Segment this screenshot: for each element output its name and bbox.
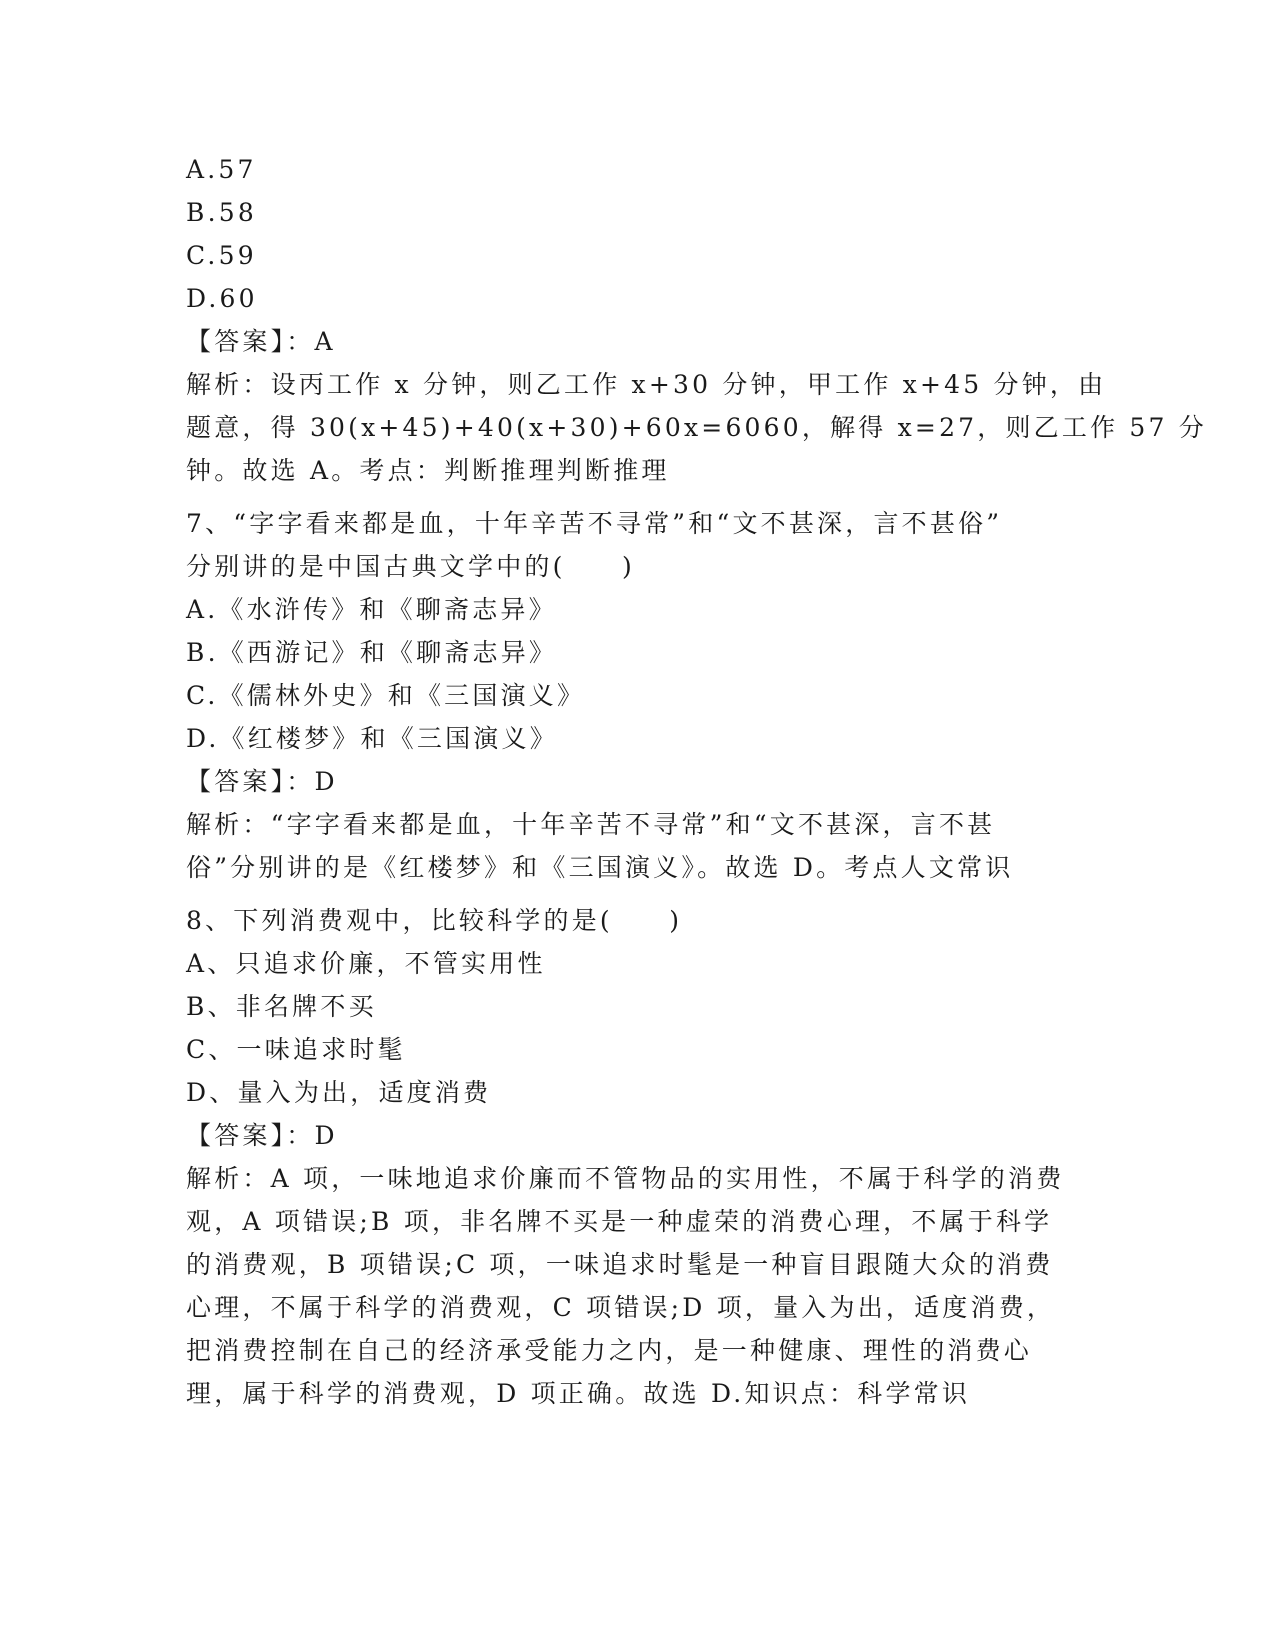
- explanation-line: 解析：设丙工作 x 分钟，则乙工作 x+30 分钟，甲工作 x+45 分钟，由: [186, 370, 1107, 399]
- option-a: A.《水浒传》和《聊斋志异》: [186, 595, 557, 624]
- explanation-line: 俗”分别讲的是《红楼梦》和《三国演义》。故选 D。考点人文常识: [186, 853, 1014, 882]
- answer-line: 【答案】：A: [186, 327, 336, 356]
- spacer: [186, 889, 1086, 899]
- option-d: D.《红楼梦》和《三国演义》: [186, 724, 558, 753]
- document-content: [186, 148, 1207, 1415]
- question-stem: 8、下列消费观中，比较科学的是( ): [186, 906, 683, 935]
- explanation-line: 解析：A 项，一味地追求价廉而不管物品的实用性，不属于科学的消费: [186, 1164, 1065, 1193]
- option-c: C.《儒林外史》和《三国演义》: [186, 681, 586, 710]
- option-c: C、一味追求时髦: [186, 1035, 406, 1064]
- explanation-line: 钟。故选 A。考点：判断推理判断推理: [186, 456, 670, 485]
- question-6: [186, 148, 1207, 492]
- question-stem: 分别讲的是中国古典文学中的( ): [186, 552, 635, 581]
- explanation-line: 把消费控制在自己的经济承受能力之内，是一种健康、理性的消费心: [186, 1336, 1033, 1365]
- option-d: D.60: [186, 284, 258, 313]
- spacer: [186, 492, 1086, 502]
- explanation-line: 解析：“字字看来都是血，十年辛苦不寻常”和“文不甚深，言不甚: [186, 810, 996, 839]
- answer-line: 【答案】：D: [186, 767, 338, 796]
- explanation-line: 心理，不属于科学的消费观，C 项错误;D 项，量入为出，适度消费，: [186, 1293, 1056, 1322]
- option-b: B.《西游记》和《聊斋志异》: [186, 638, 558, 667]
- option-c: C.59: [186, 241, 257, 270]
- option-b: B.58: [186, 198, 257, 227]
- answer-line: 【答案】：D: [186, 1121, 338, 1150]
- explanation-line: 题意，得 30(x+45)+40(x+30)+60x=6060，解得 x=27，则乙工作 57 分: [186, 413, 1207, 442]
- explanation-line: 的消费观，B 项错误;C 项，一味追求时髦是一种盲目跟随大众的消费: [186, 1250, 1054, 1279]
- explanation-line: 观，A 项错误;B 项，非名牌不买是一种虚荣的消费心理，不属于科学: [186, 1207, 1053, 1236]
- explanation-line: 理，属于科学的消费观，D 项正确。故选 D.知识点：科学常识: [186, 1379, 971, 1408]
- option-b: B、非名牌不买: [186, 992, 377, 1021]
- question-7: [186, 502, 1086, 889]
- option-a: A、只追求价廉，不管实用性: [186, 949, 546, 978]
- option-d: D、量入为出，适度消费: [186, 1078, 492, 1107]
- question-8: [186, 899, 1086, 1415]
- option-a: A.57: [186, 155, 257, 184]
- question-stem: 7、“字字看来都是血，十年辛苦不寻常”和“文不甚深，言不甚俗”: [186, 509, 1003, 538]
